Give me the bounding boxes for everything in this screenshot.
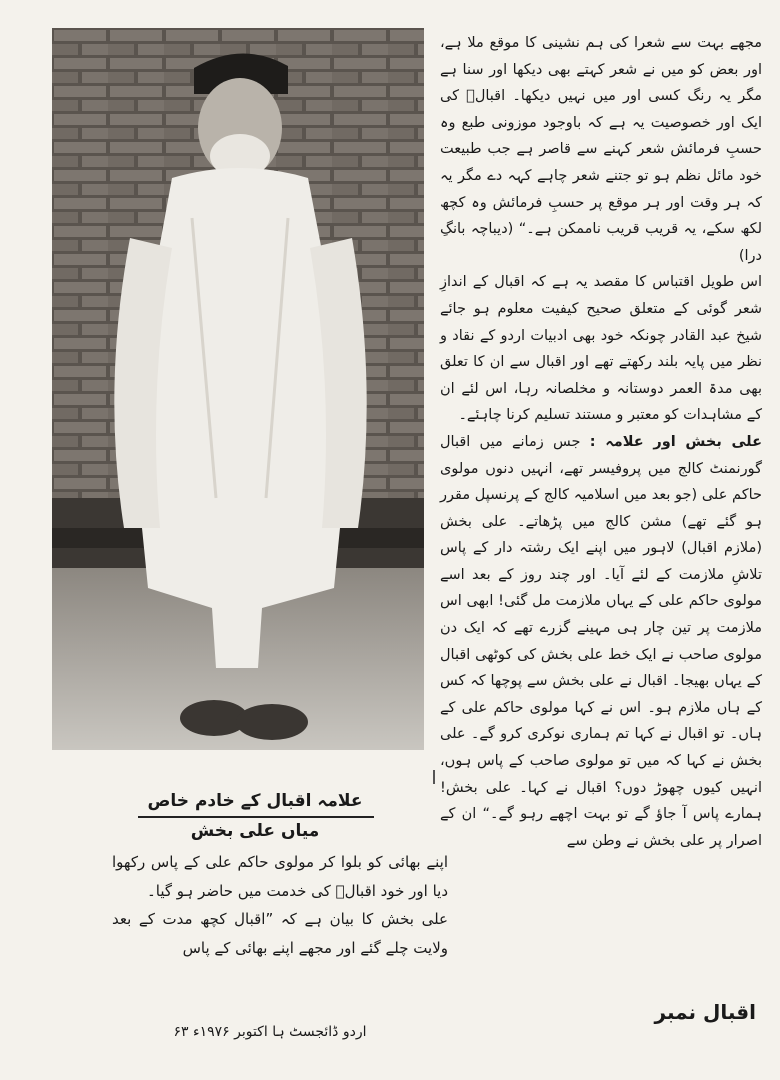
right-paragraph-1: مجھے بہت سے شعرا کی ہم نشینی کا موقع ملا ہے، اور بعض کو میں نے شعر کہتے بھی دیکھا اور سنا ہے مگر یہ رنگ کسی اور میں نہیں دیکھا۔ اقبالؒ کی ایک اور خصوصیت یہ ہے کہ باوجود موزونی طبع وہ حسبِ فرمائش شعر کہنے سے قاصر ہے جب طبیعت خود مائل نظم ہو تو جتنے شعر چاہے کہہ دے مگر یہ کہ ہر وقت اور ہر موقع پر حسبِ فرمائش وہ کچھ لکھ سکے، یہ قریب قریب ناممکن ہے۔“ (دیباچہ بانگِ درا) xyxy=(440,35,762,264)
right-paragraph-2: اس طویل اقتباس کا مقصد یہ ہے کہ اقبال کے اندازِ شعر گوئی کے متعلق صحیح کیفیت معلوم ہو جائے شیخ عبد القادر چونکہ خود بھی ادبیات اردو کے نقاد و نظر میں پایہ بلند رکھتے تھے اور اقبال سے ان کا تعلق بھی مدۃ العمر دوستانہ و مخلصانہ رہا، اس لئے ان کے مشاہدات کو معتبر و مستند تسلیم کرنا چاہئے۔ xyxy=(440,274,762,424)
left-paragraph-2: علی بخش کا بیان ہے کہ ”اقبال کچھ مدت کے بعد ولایت چلے گئے اور مجھے اپنے بھائی کے پاس xyxy=(112,910,448,957)
portrait-illustration xyxy=(52,28,424,750)
portrait-photo xyxy=(52,28,424,750)
page-citation: اردو ڈائجسٹ ہا اکتوبر ۱۹۷۶ء ۶۳ xyxy=(173,1024,367,1040)
photo-caption: علامہ اقبال کے خادم خاص میاں علی بخش xyxy=(147,791,363,841)
section-heading: علی بخش اور علامہ : xyxy=(589,433,763,450)
caption-underline xyxy=(138,816,374,818)
left-paragraph-1: اپنے بھائی کو بلوا کر مولوی حاکم علی کے پاس رکھوا دیا اور خود اقبالؒ کی خدمت میں حاضر ہو گیا۔ xyxy=(112,853,448,900)
issue-footer-mark: اقبال نمبر xyxy=(654,1000,756,1024)
right-paragraph-3: جس زمانے میں اقبال گورنمنٹ کالج میں پروفیسر تھے، انہیں دنوں مولوی حاکم علی (جو بعد میں اسلامیہ کالج کے پرنسپل مقرر ہو گئے تھے) مشن کالج میں پڑھاتے۔ علی بخش (ملازم اقبال) لاہور میں اپنے ایک رشتہ دار کے پاس تلاشِ ملازمت کے لئے آیا۔ اور چند روز کے بعد اسے مولوی حاکم علی کے یہاں ملازمت مل گئی! ابھی اس ملازمت پر تین چار ہی مہینے گزرے تھے کہ ایک دن مولوی صاحب نے ایک خط علی بخش کی کوٹھی اقبال کے یہاں بھیجا۔ اقبال نے علی بخش سے پوچھا کہ کس کے ہاں ملازم ہو۔ اس نے کہا مولوی حاکم علی کے ہاں۔ تو اقبال نے کہا تم ہماری نوکری کرو گے۔ علی بخش نے کہا کہ میں تو مولوی صاحب کے پاس ہوں، انہیں کیوں چھوڑ دوں؟ اقبال نے کہا۔ علی بخش! ہمارے پاس آ جاؤ گے تو بہت اچھے رہو گے۔“ ان کے اصرار پر علی بخش نے وطن سے xyxy=(440,433,762,849)
right-column xyxy=(440,30,762,854)
left-column xyxy=(112,848,448,962)
column-tick-mark xyxy=(433,770,435,784)
